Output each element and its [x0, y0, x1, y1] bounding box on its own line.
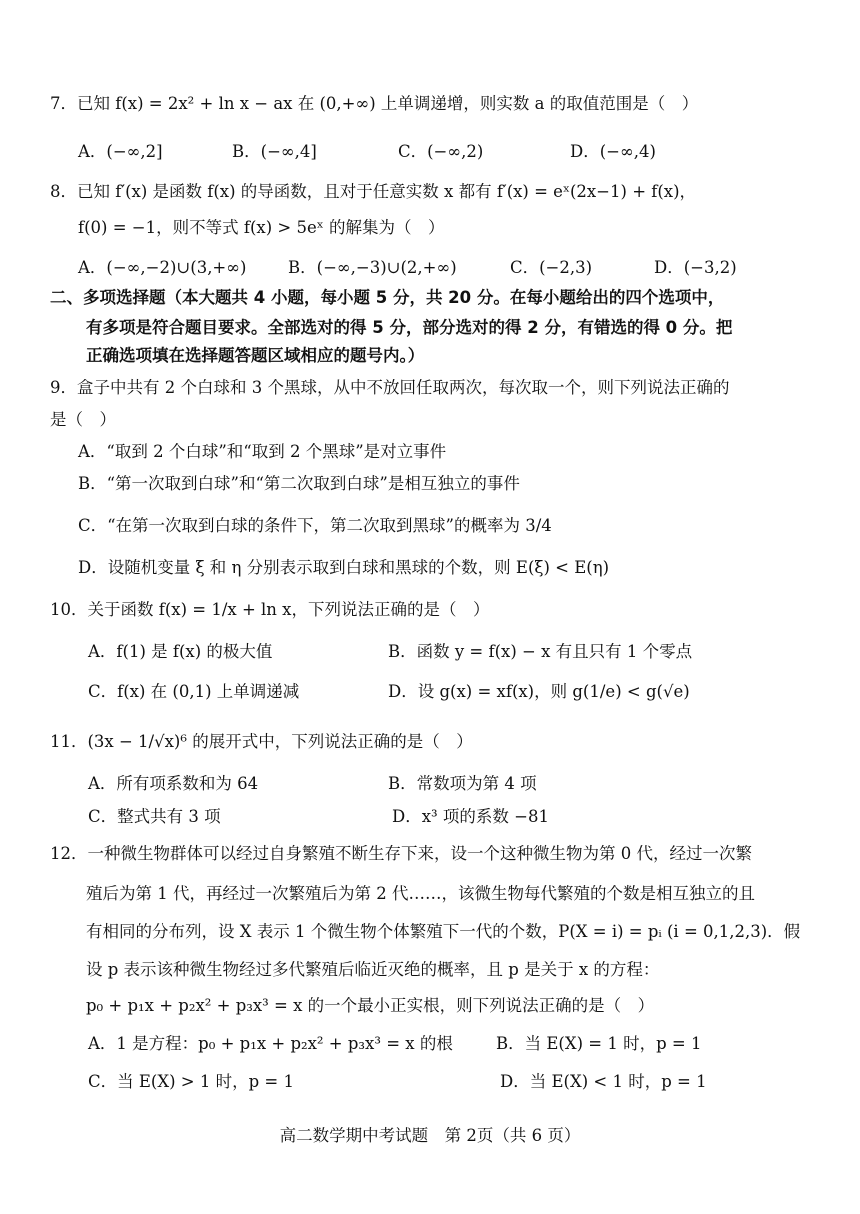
- q7-stem: 7．已知 f(x) = 2x² + ln x − ax 在 (0,+∞) 上单调递增，则实数 a 的取值范围是（ ）: [50, 94, 699, 113]
- q8-option-b: B．(−∞,−3)∪(2,+∞): [288, 258, 457, 277]
- q12-option-d: D．当 E(X) < 1 时，p = 1: [500, 1072, 707, 1091]
- q9-stem-line1: 9．盒子中共有 2 个白球和 3 个黑球，从中不放回任取两次，每次取一个，则下列说法正确的: [50, 378, 730, 397]
- q7-option-d: D．(−∞,4): [570, 142, 656, 161]
- q12-stem-line5: p₀ + p₁x + p₂x² + p₃x³ = x 的一个最小正实根，则下列说法正确的是（ ）: [86, 996, 655, 1015]
- section2-heading-line2: 有多项是符合题目要求。全部选对的得 5 分，部分选对的得 2 分，有错选的得 0 分。把: [86, 318, 733, 337]
- q12-stem-line1: 12．一种微生物群体可以经过自身繁殖不断生存下来，设一个这种微生物为第 0 代，经过一次繁: [50, 844, 752, 863]
- q7-option-a: A．(−∞,2]: [78, 142, 163, 161]
- q9-option-d: D．设随机变量 ξ 和 η 分别表示取到白球和黑球的个数，则 E(ξ) < E(η): [78, 558, 610, 577]
- q12-stem-line2: 殖后为第 1 代，再经过一次繁殖后为第 2 代……，该微生物每代繁殖的个数是相互独立的且: [86, 884, 755, 903]
- q11-option-c: C．整式共有 3 项: [88, 807, 221, 826]
- page-footer: 高二数学期中考试题 第 2页（共 6 页）: [279, 1126, 581, 1145]
- q12-option-b: B．当 E(X) = 1 时，p = 1: [496, 1034, 702, 1053]
- q10-stem: 10．关于函数 f(x) = 1/x + ln x，下列说法正确的是（ ）: [50, 600, 490, 619]
- q12-option-c: C．当 E(X) > 1 时，p = 1: [88, 1072, 294, 1091]
- q9-option-c: C．“在第一次取到白球的条件下，第二次取到黑球”的概率为 3/4: [78, 516, 552, 535]
- q8-stem-line2: f(0) = −1，则不等式 f(x) > 5eˣ 的解集为（ ）: [78, 218, 445, 237]
- q11-option-a: A．所有项系数和为 64: [88, 774, 259, 793]
- section2-heading-line3: 正确选项填在选择题答题区域相应的题号内。）: [86, 346, 425, 365]
- q8-stem-line1: 8．已知 f′(x) 是函数 f(x) 的导函数，且对于任意实数 x 都有 f′(x) = eˣ(2x−1) + f(x)，: [50, 182, 697, 201]
- q11-option-b: B．常数项为第 4 项: [388, 774, 537, 793]
- q8-option-d: D．(−3,2): [654, 258, 737, 277]
- q10-option-a: A．f(1) 是 f(x) 的极大值: [88, 642, 273, 661]
- q11-stem: 11．(3x − 1/√x)⁶ 的展开式中，下列说法正确的是（ ）: [50, 732, 473, 751]
- q10-option-b: B．函数 y = f(x) − x 有且只有 1 个零点: [388, 642, 693, 661]
- q8-option-c: C．(−2,3): [510, 258, 593, 277]
- q10-option-d: D．设 g(x) = xf(x)，则 g(1/e) < g(√e): [388, 682, 690, 701]
- q7-option-c: C．(−∞,2): [398, 142, 484, 161]
- q12-option-a: A．1 是方程：p₀ + p₁x + p₂x² + p₃x³ = x 的根: [88, 1034, 453, 1053]
- q8-option-a: A．(−∞,−2)∪(3,+∞): [78, 258, 247, 277]
- q10-option-c: C．f(x) 在 (0,1) 上单调递减: [88, 682, 300, 701]
- q11-option-d: D．x³ 项的系数 −81: [392, 807, 549, 826]
- q7-option-b: B．(−∞,4]: [232, 142, 317, 161]
- section2-heading-line1: 二、多项选择题（本大题共 4 小题，每小题 5 分，共 20 分。在每小题给出的四个选项中，: [50, 288, 725, 307]
- q9-stem-line2: 是（ ）: [50, 410, 116, 429]
- q9-option-a: A．“取到 2 个白球”和“取到 2 个黑球”是对立事件: [78, 442, 447, 461]
- q12-stem-line4: 设 p 表示该种微生物经过多代繁殖后临近灭绝的概率，且 p 是关于 x 的方程：: [86, 960, 660, 979]
- q9-option-b: B．“第一次取到白球”和“第二次取到白球”是相互独立的事件: [78, 474, 520, 493]
- q12-stem-line3: 有相同的分布列，设 X 表示 1 个微生物个体繁殖下一代的个数，P(X = i) = pᵢ (i = 0,1,2,3)．假: [86, 922, 801, 941]
